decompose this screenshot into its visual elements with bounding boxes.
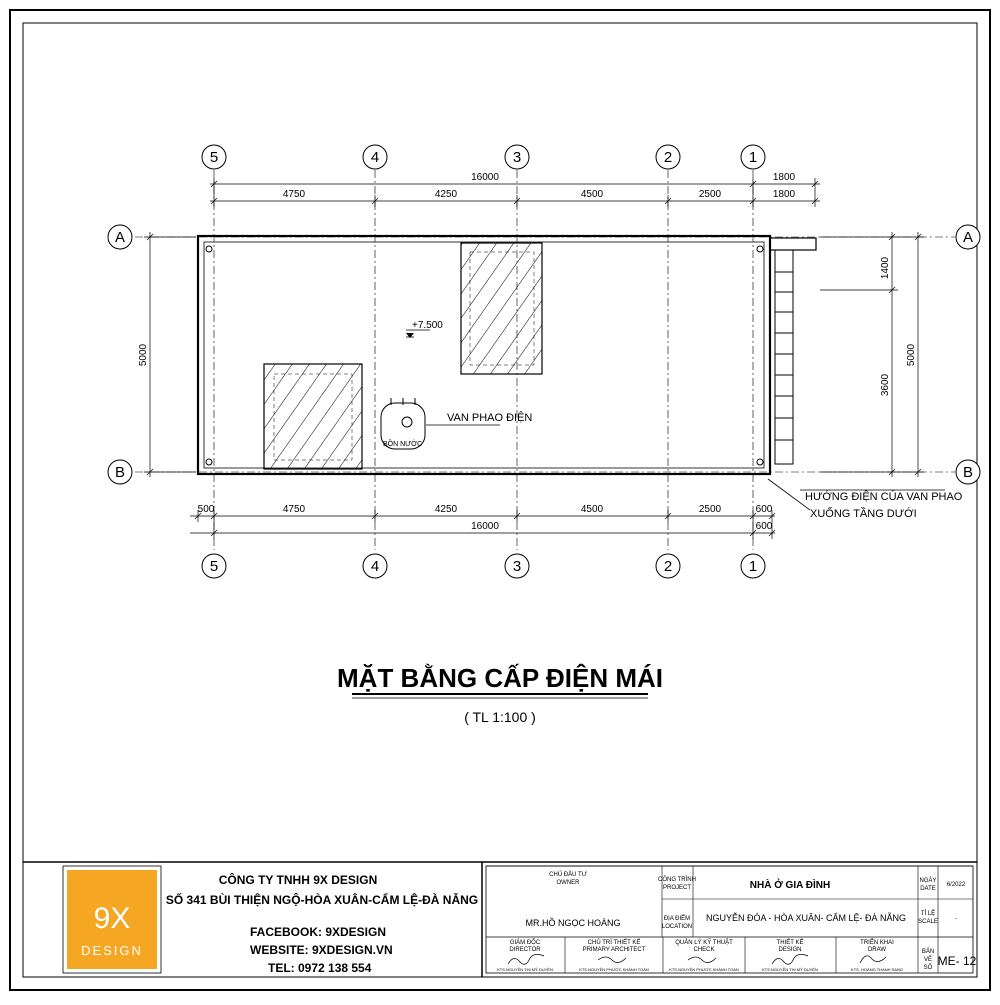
location-label-en: LOCATION — [661, 924, 693, 930]
owner-value: MR.HỒ NGỌC HOÀNG — [525, 918, 621, 928]
signature-icon — [598, 957, 626, 963]
scale-label-vi: TỈ LỆ — [920, 911, 936, 917]
sheet-label: BẢN — [921, 949, 935, 955]
dim-right-upper: 1400 — [880, 256, 891, 280]
grid-label: 5 — [209, 149, 219, 166]
level-mark-text: +7.500 — [412, 320, 443, 331]
svg-text:KTS. HOÀNG THANH SANG: KTS. HOÀNG THANH SANG — [851, 967, 903, 972]
dim-bottom-seg: 4500 — [580, 504, 604, 515]
sheet-number: ME- 12 — [937, 954, 977, 968]
grid-label: 3 — [512, 558, 522, 575]
grid-label: 2 — [663, 149, 673, 166]
svg-text:CHỦ TRÌ THIẾT KẾ: CHỦ TRÌ THIẾT KẾ — [587, 940, 641, 946]
grid-bubbles-bottom — [202, 554, 765, 578]
grid-label: A — [114, 229, 126, 246]
location-label-vi: ĐỊA ĐIỂM — [663, 916, 691, 922]
svg-text:DIRECTOR: DIRECTOR — [509, 947, 541, 953]
svg-text:KTS.NGUYỄN PHƯỚC KHÁNH TOÀN: KTS.NGUYỄN PHƯỚC KHÁNH TOÀN — [669, 967, 739, 972]
dim-bottom-total: 16000 — [471, 521, 499, 532]
role-draw — [851, 939, 903, 972]
owner-label-vi: CHỦ ĐẦU TƯ — [549, 872, 587, 878]
note-line-1: HƯỚNG ĐIỆN CỦA VAN PHAO — [805, 491, 963, 503]
svg-text:CHECK: CHECK — [693, 947, 715, 953]
grid-label: B — [114, 464, 126, 481]
company-website: WEBSITE: 9XDESIGN.VN — [250, 943, 393, 957]
date-value: 6/2022 — [946, 882, 966, 888]
svg-text:TRIỂN KHAI: TRIỂN KHAI — [860, 940, 894, 946]
svg-text:PRIMARY ARCHITECT: PRIMARY ARCHITECT — [582, 947, 646, 953]
company-name: CÔNG TY TNHH 9X DESIGN — [218, 873, 378, 887]
svg-text:QUẢN LÝ KỸ THUẬT: QUẢN LÝ KỸ THUẬT — [675, 940, 733, 946]
stair — [775, 250, 793, 464]
grid-bubbles-rows — [108, 225, 980, 484]
svg-text:THIẾT KẾ: THIẾT KẾ — [776, 940, 804, 946]
dim-top-seg: 1800 — [772, 189, 796, 200]
project-label-en: PROJECT — [662, 885, 692, 891]
scale-label-en: SCALE — [918, 919, 938, 925]
role-primary-architect — [579, 939, 649, 972]
signature-icon — [508, 954, 544, 964]
dim-top-seg: 2500 — [698, 189, 722, 200]
svg-text:DRAW: DRAW — [867, 947, 887, 953]
svg-text:KTS.NGUYỄN THỊ MỸ DUYÊN: KTS.NGUYỄN THỊ MỸ DUYÊN — [497, 967, 553, 972]
owner-label-en: OWNER — [556, 880, 580, 886]
dim-top-seg: 4750 — [282, 189, 306, 200]
signature-icon — [772, 954, 808, 964]
sheet-label: VẼ — [923, 957, 933, 963]
logo-top: 9X — [93, 902, 131, 935]
svg-text:KTS.NGUYỄN PHƯỚC KHÁNH TOÀN: KTS.NGUYỄN PHƯỚC KHÁNH TOÀN — [579, 967, 649, 972]
role-check — [669, 939, 739, 972]
date-label-en: DATE — [920, 886, 936, 892]
dim-top-total: 16000 — [471, 172, 499, 183]
dim-top-seg: 4500 — [580, 189, 604, 200]
svg-text:GIÁM ĐỐC: GIÁM ĐỐC — [509, 940, 541, 946]
company-logo — [67, 870, 157, 969]
drawing-scale: ( TL 1:100 ) — [464, 709, 536, 725]
dim-bottom-seg: 4250 — [434, 504, 458, 515]
left-dimension — [144, 232, 196, 477]
dim-left: 5000 — [138, 343, 149, 367]
role-director — [497, 939, 553, 972]
grid-bubbles-top — [202, 145, 765, 169]
grid-label: A — [962, 229, 974, 246]
company-phone: TEL: 0972 138 554 — [268, 961, 372, 975]
sheet-label: SỐ — [923, 965, 933, 971]
drawing-title: MẶT BẰNG CẤP ĐIỆN MÁI — [337, 663, 663, 693]
skylight-upper — [461, 243, 542, 374]
signature-icon — [688, 957, 716, 963]
dim-right-lower: 3600 — [880, 373, 891, 397]
note-line-2: XUỐNG TẦNG DƯỚI — [810, 508, 917, 520]
dim-bottom-overhang: 600 — [755, 521, 773, 532]
float-valve-label: VAN PHAO ĐIỆN — [447, 412, 533, 424]
company-address: SỐ 341 BÙI THIỆN NGỘ-HÒA XUÂN-CẨM LỆ-ĐÀ NẴNG — [165, 893, 479, 907]
dim-bottom-seg: 600 — [755, 504, 773, 515]
grid-label: 1 — [748, 558, 758, 575]
dim-bottom-seg: 2500 — [698, 504, 722, 515]
grid-label: 2 — [663, 558, 673, 575]
grid-label: B — [962, 464, 974, 481]
svg-text:KTS.NGUYỄN THỊ MỸ DUYÊN: KTS.NGUYỄN THỊ MỸ DUYÊN — [762, 967, 818, 972]
svg-text:DESIGN: DESIGN — [778, 947, 802, 953]
grid-label: 3 — [512, 149, 522, 166]
dim-bottom-seg: 500 — [197, 504, 215, 515]
role-design — [762, 939, 818, 972]
dim-top-seg: 4250 — [434, 189, 458, 200]
dim-right-total: 5000 — [906, 343, 917, 367]
dim-bottom-seg: 4750 — [282, 504, 306, 515]
grid-label: 4 — [370, 149, 380, 166]
skylight-lower — [264, 364, 362, 469]
signature-icon — [860, 956, 886, 963]
location-value: NGUYỄN ĐÓA - HÒA XUÂN- CẨM LỆ- ĐÀ NẴNG — [705, 913, 907, 923]
grid-label: 1 — [748, 149, 758, 166]
logo-bottom: DESIGN — [81, 943, 143, 958]
project-value: NHÀ Ở GIA ĐÌNH — [749, 880, 831, 891]
project-label-vi: CÔNG TRÌNH — [658, 877, 696, 883]
dim-top-overhang: 1800 — [772, 172, 796, 183]
level-marker — [406, 330, 430, 338]
date-label-vi: NGÀY — [919, 878, 937, 884]
scale-value: - — [955, 916, 957, 922]
company-facebook: FACEBOOK: 9XDESIGN — [250, 925, 387, 939]
tank-label: BỒN NƯỚC — [383, 441, 423, 448]
grid-label: 4 — [370, 558, 380, 575]
grid-label: 5 — [209, 558, 219, 575]
